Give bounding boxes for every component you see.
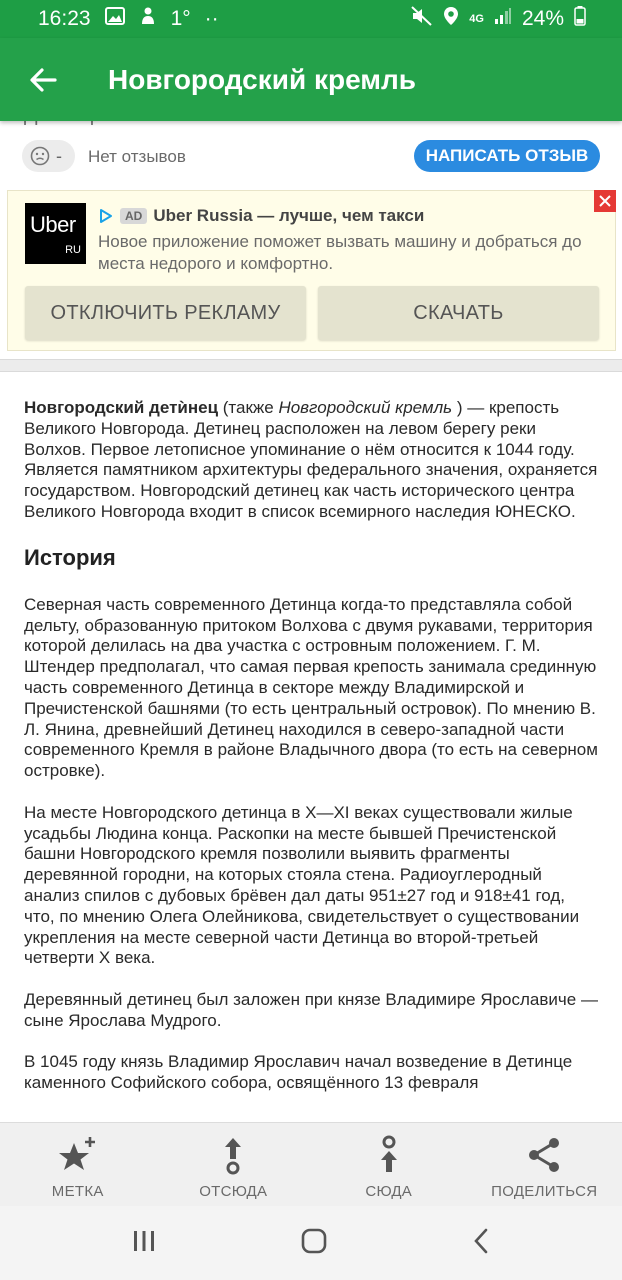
arrow-back-icon — [29, 68, 57, 92]
ad-header — [98, 206, 424, 226]
page-title: Новгородский кремль — [108, 63, 416, 95]
section-divider — [0, 359, 622, 372]
history-paragraph-3: Деревянный детинец был заложен при князе Владимире Ярославиче — сыне Ярослава Мудрого. — [24, 989, 598, 1030]
intro-bold: Новгородский детѝнец — [24, 398, 219, 417]
route-to-button[interactable] — [311, 1123, 467, 1206]
neutral-face-icon — [30, 146, 50, 166]
battery-icon — [574, 6, 586, 32]
status-time: 16:23 — [38, 7, 91, 30]
no-reviews-text: Нет отзывов — [88, 147, 186, 166]
history-paragraph-2: На месте Новгородского детинца в X—XI веках существовали жилые усадьбы Людина конца. Раскопки на месте бывшей Пречистенской башни Новгородского кремля позволили выявить фрагменты деревянной городни, на которых стояла стена. Радиоуглеродный анализ спилов с дубовых брёвен дал даты 951±27 год и 918±41 год, что, по мнению Олега Олейникова, свидетельствует о существовании укрепления на месте северной части Детинца во второй-третьей четверти X века. — [24, 802, 580, 968]
reviews-row — [0, 138, 622, 176]
article-body — [24, 398, 599, 1122]
intro-italic: Новгородский кремль — [278, 398, 453, 417]
home-button[interactable] — [300, 1227, 328, 1260]
ad-title: Uber Russia — лучше, чем такси — [153, 206, 425, 225]
route-from-button[interactable] — [156, 1123, 312, 1206]
close-icon — [599, 195, 611, 207]
uber-logo — [25, 203, 86, 264]
battery-percent: 24% — [521, 7, 564, 30]
status-temp: 1° — [170, 7, 191, 30]
intro-rest: ) — крепость Великого Новгорода. Детинец расположен на левом берегу реки Волхов. Первое летописное упоминание о нём относится к 1044 году. Является памятником архитектуры федерального значения, охраняется государством. Новгородский детинец как часть исторического центра Великого Новгорода входит в список всемирного наследия ЮНЕСКО. — [24, 398, 598, 521]
status-bar — [0, 0, 622, 38]
recent-apps-icon — [131, 1229, 157, 1253]
history-paragraph-1: Северная часть современного Детинца когда-то представляла собой дельту, образованную притоком Волхова с двумя рукавами, территория которой делилась на два участка с островным положением. Г. М. Штендер предполагал, что самая первая крепость занимала срединную часть современного Детинца в секторе между Владимирской и Пречистенской башнями (то есть центральный островок). По мнению В. Л. Янина, древнейший Детинец находился в северо-западной части современного Кремля в районе Владычного двора (то есть на северном островке). — [24, 594, 598, 781]
from-here-label: ОТСЮДА — [199, 1183, 268, 1200]
notification-app-icon — [139, 6, 157, 32]
intro-paren: (также — [218, 398, 279, 417]
chevron-left-icon — [471, 1227, 491, 1255]
recent-apps-button[interactable] — [131, 1229, 157, 1258]
history-heading: История — [24, 544, 116, 570]
system-nav-bar — [0, 1206, 622, 1280]
rating-pill — [22, 140, 75, 172]
share-icon — [526, 1135, 562, 1175]
location-icon — [443, 6, 459, 32]
star-add-icon — [58, 1135, 98, 1175]
system-back-button[interactable] — [471, 1227, 491, 1260]
action-bar — [0, 1122, 622, 1206]
write-review-button[interactable]: НАПИСАТЬ ОТЗЫВ — [414, 140, 600, 172]
mark-button[interactable] — [0, 1123, 156, 1206]
share-label: ПОДЕЛИТЬСЯ — [491, 1183, 598, 1200]
mute-icon — [411, 6, 433, 32]
network-type: 4G — [469, 13, 484, 25]
uber-logo-text: Uber — [30, 212, 76, 237]
back-button[interactable] — [0, 38, 86, 121]
adchoices-icon — [98, 208, 114, 224]
disable-ads-button[interactable]: ОТКЛЮЧИТЬ РЕКЛАМУ — [25, 286, 306, 340]
route-to-icon — [374, 1135, 404, 1175]
signal-icon — [494, 7, 512, 31]
ad-description: Новое приложение поможет вызвать машину и добраться до места недорого и комфортно. — [98, 232, 582, 273]
download-button[interactable]: СКАЧАТЬ — [318, 286, 599, 340]
share-button[interactable] — [467, 1123, 622, 1206]
ad-banner[interactable] — [7, 190, 616, 351]
uber-logo-sub: RU — [65, 244, 81, 256]
mark-label: МЕТКА — [51, 1183, 104, 1200]
intro-paragraph — [24, 398, 599, 523]
to-here-label: СЮДА — [365, 1183, 413, 1200]
rating-value: - — [56, 145, 62, 166]
status-more-dots: ·· — [204, 7, 219, 30]
ad-badge: AD — [120, 208, 147, 224]
route-from-icon — [218, 1135, 248, 1175]
app-bar — [0, 38, 622, 121]
home-icon — [300, 1227, 328, 1255]
gallery-icon — [105, 7, 125, 31]
history-paragraph-4: В 1045 году князь Владимир Ярославич начал возведение в Детинце каменного Софийского собора, освящённого 13 февраля — [24, 1052, 573, 1093]
ad-close-button[interactable] — [594, 190, 616, 212]
